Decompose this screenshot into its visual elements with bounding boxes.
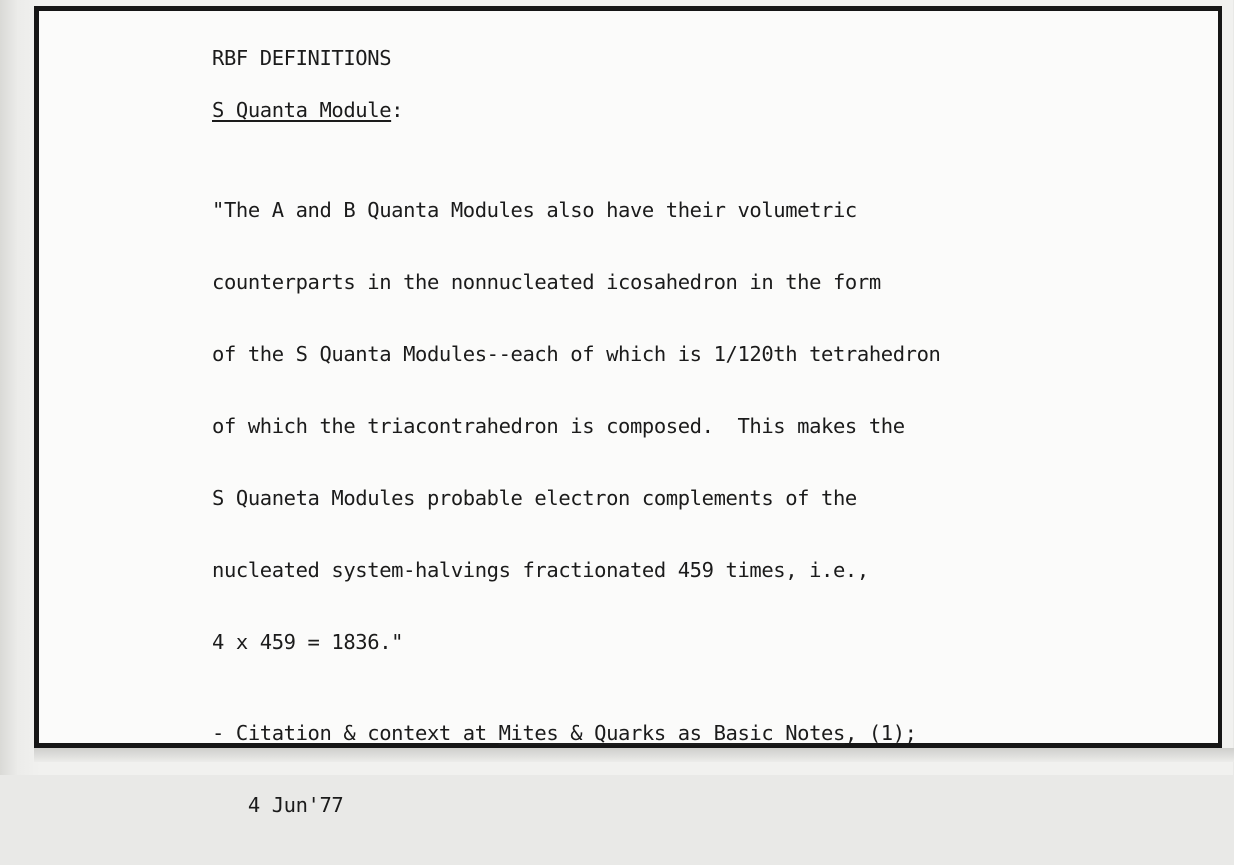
term-heading bbox=[212, 98, 403, 122]
page-title: RBF DEFINITIONS bbox=[212, 46, 392, 70]
citation-link[interactable]: Mites & Quarks as Basic Notes bbox=[498, 721, 845, 745]
quote-line: counterparts in the nonnucleated icosahedron in the form bbox=[212, 270, 881, 294]
quote-line: of the S Quanta Modules--each of which is 1/120th tetrahedron bbox=[212, 342, 941, 366]
quote-line: nucleated system-halvings fractionated 459 times, i.e., bbox=[212, 558, 869, 582]
citation-date: 4 Jun'77 bbox=[212, 793, 344, 817]
citation-prefix: - Citation & context at bbox=[212, 721, 499, 745]
term-label: S Quanta Module bbox=[212, 98, 392, 122]
definition-quote bbox=[212, 150, 940, 702]
quote-line: S Quaneta Modules probable electron complements of the bbox=[212, 486, 857, 510]
quote-line: 4 x 459 = 1836." bbox=[212, 630, 404, 654]
citation-line bbox=[212, 721, 917, 745]
quote-line: of which the triacontrahedron is composed. This makes the bbox=[212, 414, 905, 438]
citation-suffix: , (1); bbox=[844, 721, 917, 745]
citation-block bbox=[212, 673, 917, 865]
term-colon: : bbox=[391, 98, 404, 122]
quote-line: "The A and B Quanta Modules also have their volumetric bbox=[212, 198, 857, 222]
